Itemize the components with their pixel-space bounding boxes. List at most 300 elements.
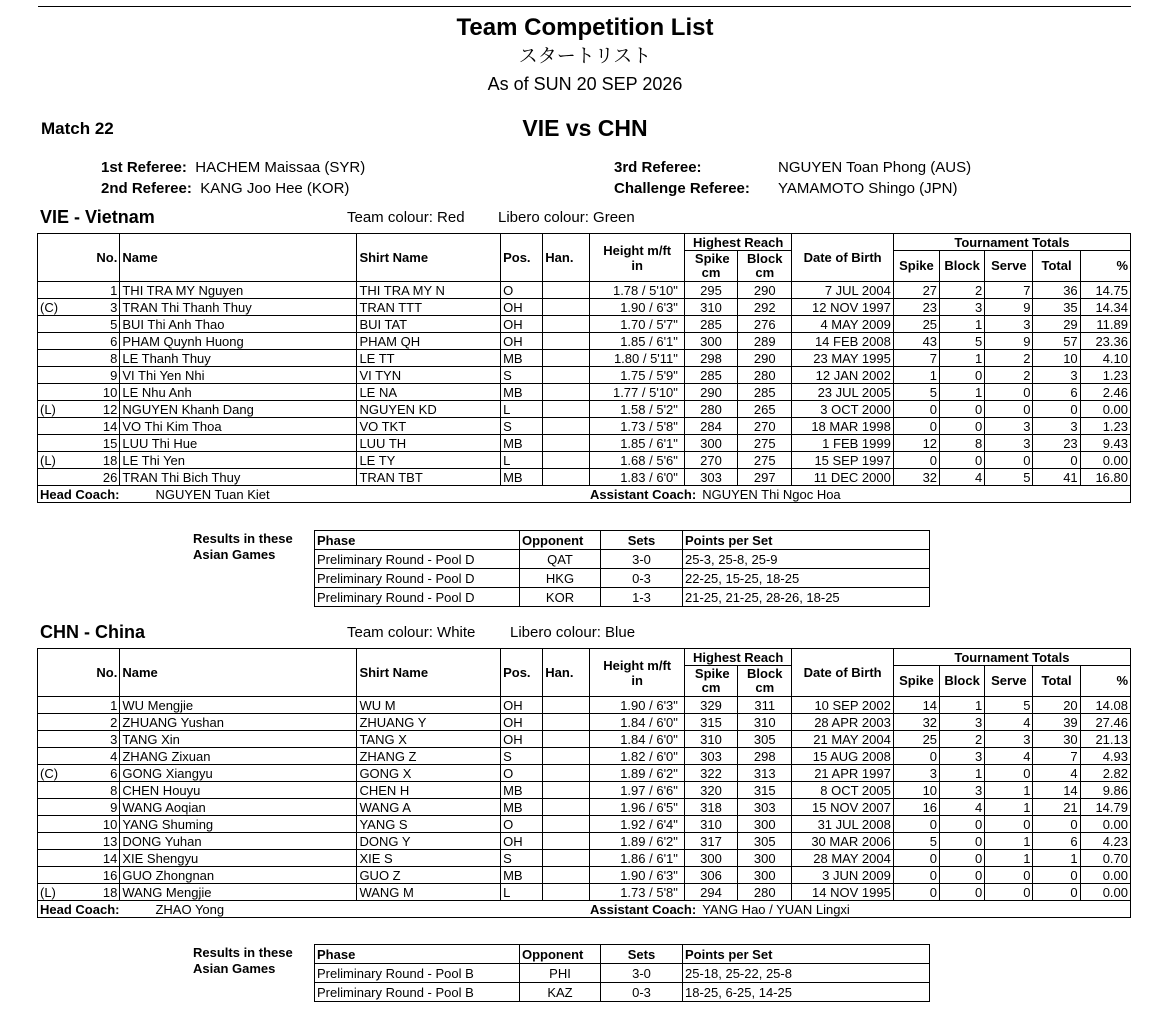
- player-percent: 4.23: [1080, 833, 1130, 850]
- player-total: 4: [1033, 765, 1080, 782]
- matchup-title: VIE vs CHN: [522, 115, 648, 141]
- result-points: 21-25, 21-25, 28-26, 18-25: [683, 588, 930, 607]
- player-handedness: [543, 867, 590, 884]
- player-position: S: [501, 748, 543, 765]
- assistant-coach-label: Assistant Coach:: [589, 901, 697, 917]
- head-coach: [38, 901, 357, 918]
- player-total-serve: 4: [985, 714, 1033, 731]
- player-total-serve: 2: [985, 350, 1033, 367]
- player-total-block: 2: [940, 282, 985, 299]
- header-cap: [38, 649, 82, 697]
- player-handedness: [543, 816, 590, 833]
- result-points: 18-25, 6-25, 14-25: [683, 983, 930, 1002]
- player-total-spike: 0: [893, 401, 939, 418]
- player-total: 29: [1033, 316, 1080, 333]
- header-position: Pos.: [501, 649, 543, 697]
- third-referee: [614, 159, 702, 176]
- player-row: [38, 367, 1131, 384]
- top-rule: [38, 6, 1131, 7]
- header-block-reach: Block cm: [738, 666, 792, 697]
- player-handedness: [543, 452, 590, 469]
- head-coach: [38, 486, 357, 503]
- player-row: [38, 418, 1131, 435]
- player-name: WANG Aoqian: [120, 799, 357, 816]
- player-percent: 1.23: [1080, 367, 1130, 384]
- player-shirt-name: LE TT: [357, 350, 501, 367]
- player-position: L: [501, 452, 543, 469]
- player-number: 9: [82, 367, 120, 384]
- player-shirt-name: TRAN TTT: [357, 299, 501, 316]
- player-total-spike: 0: [893, 452, 939, 469]
- player-total-block: 4: [940, 469, 985, 486]
- player-shirt-name: VI TYN: [357, 367, 501, 384]
- player-date-of-birth: 23 JUL 2005: [792, 384, 893, 401]
- player-shirt-name: XIE S: [357, 850, 501, 867]
- player-row: [38, 714, 1131, 731]
- result-phase: Preliminary Round - Pool D: [315, 569, 520, 588]
- player-spike-reach: 300: [684, 435, 737, 452]
- coach-gap: [357, 486, 590, 503]
- player-block-reach: 311: [738, 697, 792, 714]
- player-total-spike: 5: [893, 384, 939, 401]
- player-row: [38, 799, 1131, 816]
- player-position: S: [501, 850, 543, 867]
- player-date-of-birth: 23 MAY 1995: [792, 350, 893, 367]
- player-total-serve: 1: [985, 782, 1033, 799]
- header-handedness: Han.: [543, 234, 590, 282]
- player-percent: 14.79: [1080, 799, 1130, 816]
- player-position: MB: [501, 782, 543, 799]
- player-shirt-name: LE TY: [357, 452, 501, 469]
- player-position: MB: [501, 469, 543, 486]
- team-heading: CHN - China: [40, 622, 145, 642]
- player-name: YANG Shuming: [120, 816, 357, 833]
- player-percent: 2.82: [1080, 765, 1130, 782]
- result-phase: Preliminary Round - Pool B: [315, 964, 520, 983]
- player-position: OH: [501, 316, 543, 333]
- player-date-of-birth: 21 MAY 2004: [792, 731, 893, 748]
- player-role-tag: [38, 816, 82, 833]
- player-height: 1.90 / 6'3": [590, 867, 684, 884]
- head-coach-label: Head Coach:: [40, 486, 120, 502]
- team-colour: Team colour: White: [347, 624, 476, 641]
- player-name: NGUYEN Khanh Dang: [120, 401, 357, 418]
- result-opponent: KAZ: [520, 983, 601, 1002]
- player-number: 1: [82, 697, 120, 714]
- player-total: 0: [1033, 884, 1080, 901]
- player-role-tag: [38, 384, 82, 401]
- player-total-serve: 3: [985, 731, 1033, 748]
- player-row: [38, 816, 1131, 833]
- player-position: OH: [501, 731, 543, 748]
- header-total-spike: Spike: [893, 666, 939, 697]
- player-total-serve: 0: [985, 765, 1033, 782]
- player-block-reach: 275: [738, 452, 792, 469]
- player-handedness: [543, 350, 590, 367]
- header-height: Height m/ft in: [590, 234, 684, 282]
- first-referee-name: HACHEM Maissaa (SYR): [195, 159, 366, 176]
- player-handedness: [543, 384, 590, 401]
- player-total-serve: 1: [985, 850, 1033, 867]
- player-block-reach: 270: [738, 418, 792, 435]
- player-block-reach: 275: [738, 435, 792, 452]
- results-header-points: Points per Set: [683, 531, 930, 550]
- player-handedness: [543, 401, 590, 418]
- player-spike-reach: 290: [684, 384, 737, 401]
- player-total-block: 0: [940, 833, 985, 850]
- second-referee-label: 2nd Referee:: [101, 180, 192, 197]
- player-total-spike: 25: [893, 731, 939, 748]
- player-role-tag: (C): [38, 299, 82, 316]
- player-date-of-birth: 10 SEP 2002: [792, 697, 893, 714]
- player-total: 35: [1033, 299, 1080, 316]
- player-total: 14: [1033, 782, 1080, 799]
- result-row: [315, 550, 930, 569]
- player-handedness: [543, 435, 590, 452]
- player-position: OH: [501, 333, 543, 350]
- player-block-reach: 300: [738, 867, 792, 884]
- player-total-serve: 3: [985, 435, 1033, 452]
- player-total-block: 8: [940, 435, 985, 452]
- results-label: Results in these Asian Games: [193, 531, 293, 562]
- player-role-tag: [38, 367, 82, 384]
- player-height: 1.73 / 5'8": [590, 418, 684, 435]
- player-row: [38, 333, 1131, 350]
- results-header-opponent: Opponent: [520, 531, 601, 550]
- player-total-spike: 0: [893, 418, 939, 435]
- player-shirt-name: DONG Y: [357, 833, 501, 850]
- player-spike-reach: 310: [684, 299, 737, 316]
- player-total-spike: 16: [893, 799, 939, 816]
- player-total: 36: [1033, 282, 1080, 299]
- header-date-of-birth: Date of Birth: [792, 234, 893, 282]
- player-position: O: [501, 765, 543, 782]
- header-total-spike: Spike: [893, 251, 939, 282]
- player-total-block: 0: [940, 884, 985, 901]
- coach-row: [38, 901, 1131, 918]
- header-block-reach: Block cm: [738, 251, 792, 282]
- player-total-block: 0: [940, 401, 985, 418]
- header-height: Height m/ft in: [590, 649, 684, 697]
- player-height: 1.58 / 5'2": [590, 401, 684, 418]
- player-role-tag: (L): [38, 884, 82, 901]
- player-total: 3: [1033, 418, 1080, 435]
- player-total-block: 5: [940, 333, 985, 350]
- header-position: Pos.: [501, 234, 543, 282]
- player-spike-reach: 284: [684, 418, 737, 435]
- roster-table: [37, 648, 1131, 918]
- player-name: TANG Xin: [120, 731, 357, 748]
- player-row: [38, 850, 1131, 867]
- player-percent: 9.43: [1080, 435, 1130, 452]
- player-block-reach: 305: [738, 833, 792, 850]
- player-total: 30: [1033, 731, 1080, 748]
- player-height: 1.86 / 6'1": [590, 850, 684, 867]
- player-name: THI TRA MY Nguyen: [120, 282, 357, 299]
- header-no: No.: [82, 234, 120, 282]
- player-height: 1.83 / 6'0": [590, 469, 684, 486]
- player-position: O: [501, 282, 543, 299]
- player-total-spike: 0: [893, 867, 939, 884]
- player-number: 9: [82, 799, 120, 816]
- assistant-coach-name: YANG Hao / YUAN Lingxi: [702, 901, 850, 917]
- result-sets: 0-3: [601, 983, 683, 1002]
- player-spike-reach: 303: [684, 748, 737, 765]
- player-block-reach: 280: [738, 367, 792, 384]
- header-total: Total: [1033, 251, 1080, 282]
- player-handedness: [543, 333, 590, 350]
- player-spike-reach: 295: [684, 282, 737, 299]
- player-total: 0: [1033, 452, 1080, 469]
- player-name: VI Thi Yen Nhi: [120, 367, 357, 384]
- player-name: BUI Thi Anh Thao: [120, 316, 357, 333]
- player-role-tag: [38, 469, 82, 486]
- player-shirt-name: LE NA: [357, 384, 501, 401]
- player-date-of-birth: 15 SEP 1997: [792, 452, 893, 469]
- player-shirt-name: VO TKT: [357, 418, 501, 435]
- libero-colour: Libero colour: Green: [498, 209, 635, 226]
- player-handedness: [543, 469, 590, 486]
- player-spike-reach: 310: [684, 816, 737, 833]
- player-row: [38, 384, 1131, 401]
- player-total-serve: 0: [985, 816, 1033, 833]
- player-name: TRAN Thi Thanh Thuy: [120, 299, 357, 316]
- player-role-tag: [38, 282, 82, 299]
- roster-table: [37, 233, 1131, 503]
- player-role-tag: [38, 731, 82, 748]
- results-header-sets: Sets: [601, 531, 683, 550]
- player-role-tag: (L): [38, 452, 82, 469]
- player-total-spike: 14: [893, 697, 939, 714]
- player-spike-reach: 298: [684, 350, 737, 367]
- player-date-of-birth: 4 MAY 2009: [792, 316, 893, 333]
- player-date-of-birth: 14 FEB 2008: [792, 333, 893, 350]
- player-total-serve: 1: [985, 833, 1033, 850]
- player-total-serve: 1: [985, 799, 1033, 816]
- player-height: 1.78 / 5'10": [590, 282, 684, 299]
- player-position: S: [501, 367, 543, 384]
- third-referee-label: 3rd Referee:: [614, 159, 702, 176]
- player-shirt-name: YANG S: [357, 816, 501, 833]
- player-total-spike: 7: [893, 350, 939, 367]
- player-height: 1.70 / 5'7": [590, 316, 684, 333]
- player-block-reach: 265: [738, 401, 792, 418]
- player-date-of-birth: 21 APR 1997: [792, 765, 893, 782]
- player-position: MB: [501, 435, 543, 452]
- player-spike-reach: 306: [684, 867, 737, 884]
- player-block-reach: 292: [738, 299, 792, 316]
- player-number: 10: [82, 816, 120, 833]
- player-date-of-birth: 28 MAY 2004: [792, 850, 893, 867]
- player-row: [38, 765, 1131, 782]
- player-height: 1.68 / 5'6": [590, 452, 684, 469]
- player-row: [38, 350, 1131, 367]
- player-handedness: [543, 748, 590, 765]
- player-height: 1.89 / 6'2": [590, 765, 684, 782]
- player-total-spike: 10: [893, 782, 939, 799]
- result-sets: 3-0: [601, 550, 683, 569]
- player-total-serve: 5: [985, 697, 1033, 714]
- second-referee-name: KANG Joo Hee (KOR): [200, 180, 350, 197]
- player-spike-reach: 318: [684, 799, 737, 816]
- header-shirt-name: Shirt Name: [357, 234, 501, 282]
- player-handedness: [543, 850, 590, 867]
- header-cap: [38, 234, 82, 282]
- header-name: Name: [120, 649, 357, 697]
- player-row: [38, 469, 1131, 486]
- player-number: 10: [82, 384, 120, 401]
- player-number: 15: [82, 435, 120, 452]
- player-height: 1.84 / 6'0": [590, 714, 684, 731]
- player-role-tag: [38, 799, 82, 816]
- player-total-block: 0: [940, 850, 985, 867]
- player-position: L: [501, 401, 543, 418]
- player-total: 3: [1033, 367, 1080, 384]
- player-name: VO Thi Kim Thoa: [120, 418, 357, 435]
- player-date-of-birth: 14 NOV 1995: [792, 884, 893, 901]
- results-table: [314, 530, 930, 607]
- player-date-of-birth: 3 JUN 2009: [792, 867, 893, 884]
- player-total: 7: [1033, 748, 1080, 765]
- player-spike-reach: 310: [684, 731, 737, 748]
- player-height: 1.82 / 6'0": [590, 748, 684, 765]
- player-spike-reach: 322: [684, 765, 737, 782]
- header-shirt-name: Shirt Name: [357, 649, 501, 697]
- player-total: 0: [1033, 816, 1080, 833]
- player-shirt-name: ZHUANG Y: [357, 714, 501, 731]
- player-total-serve: 2: [985, 367, 1033, 384]
- player-handedness: [543, 884, 590, 901]
- player-number: 1: [82, 282, 120, 299]
- head-coach-name: ZHAO Yong: [155, 901, 225, 917]
- results-label: Results in these Asian Games: [193, 945, 293, 976]
- player-row: [38, 299, 1131, 316]
- player-total-spike: 0: [893, 748, 939, 765]
- player-position: OH: [501, 697, 543, 714]
- result-opponent: HKG: [520, 569, 601, 588]
- result-sets: 3-0: [601, 964, 683, 983]
- player-total-serve: 9: [985, 333, 1033, 350]
- player-total: 41: [1033, 469, 1080, 486]
- player-role-tag: [38, 850, 82, 867]
- player-number: 13: [82, 833, 120, 850]
- player-handedness: [543, 299, 590, 316]
- player-total-serve: 7: [985, 282, 1033, 299]
- team-heading: VIE - Vietnam: [40, 207, 155, 227]
- player-date-of-birth: 12 JAN 2002: [792, 367, 893, 384]
- player-name: GONG Xiangyu: [120, 765, 357, 782]
- player-percent: 23.36: [1080, 333, 1130, 350]
- player-number: 14: [82, 418, 120, 435]
- player-total: 39: [1033, 714, 1080, 731]
- player-shirt-name: GONG X: [357, 765, 501, 782]
- player-total-block: 1: [940, 316, 985, 333]
- player-row: [38, 435, 1131, 452]
- player-row: [38, 833, 1131, 850]
- result-opponent: QAT: [520, 550, 601, 569]
- player-shirt-name: TANG X: [357, 731, 501, 748]
- header-spike-reach: Spike cm: [684, 666, 737, 697]
- player-number: 14: [82, 850, 120, 867]
- player-total-spike: 0: [893, 816, 939, 833]
- player-role-tag: [38, 316, 82, 333]
- player-total-serve: 0: [985, 867, 1033, 884]
- player-percent: 0.00: [1080, 884, 1130, 901]
- header-highest-reach: Highest Reach: [684, 649, 791, 666]
- player-position: OH: [501, 714, 543, 731]
- player-date-of-birth: 12 NOV 1997: [792, 299, 893, 316]
- player-percent: 4.93: [1080, 748, 1130, 765]
- player-name: ZHUANG Yushan: [120, 714, 357, 731]
- player-number: 3: [82, 299, 120, 316]
- player-height: 1.80 / 5'11": [590, 350, 684, 367]
- player-total-block: 3: [940, 299, 985, 316]
- player-name: XIE Shengyu: [120, 850, 357, 867]
- player-handedness: [543, 731, 590, 748]
- player-total-spike: 5: [893, 833, 939, 850]
- player-total-block: 2: [940, 731, 985, 748]
- player-date-of-birth: 11 DEC 2000: [792, 469, 893, 486]
- player-total-block: 1: [940, 350, 985, 367]
- player-role-tag: [38, 350, 82, 367]
- player-row: [38, 401, 1131, 418]
- player-handedness: [543, 316, 590, 333]
- player-shirt-name: THI TRA MY N: [357, 282, 501, 299]
- player-shirt-name: NGUYEN KD: [357, 401, 501, 418]
- page-title: Team Competition List: [456, 14, 714, 41]
- result-sets: 0-3: [601, 569, 683, 588]
- result-opponent: PHI: [520, 964, 601, 983]
- page-subtitle: スタートリスト: [518, 45, 652, 67]
- second-referee: [101, 180, 349, 197]
- player-block-reach: 305: [738, 731, 792, 748]
- player-total: 6: [1033, 384, 1080, 401]
- libero-colour: Libero colour: Blue: [510, 624, 636, 641]
- player-total-block: 3: [940, 714, 985, 731]
- player-percent: 11.89: [1080, 316, 1130, 333]
- player-total-serve: 9: [985, 299, 1033, 316]
- player-row: [38, 316, 1131, 333]
- player-row: [38, 884, 1131, 901]
- player-total-block: 4: [940, 799, 985, 816]
- coach-gap: [357, 901, 590, 918]
- player-total-serve: 5: [985, 469, 1033, 486]
- player-shirt-name: BUI TAT: [357, 316, 501, 333]
- player-total-spike: 12: [893, 435, 939, 452]
- results-header-phase: Phase: [315, 945, 520, 964]
- player-height: 1.90 / 6'3": [590, 697, 684, 714]
- player-role-tag: [38, 697, 82, 714]
- player-handedness: [543, 714, 590, 731]
- as-of-date: As of SUN 20 SEP 2026: [487, 74, 683, 94]
- player-date-of-birth: 8 OCT 2005: [792, 782, 893, 799]
- player-height: 1.84 / 6'0": [590, 731, 684, 748]
- header-percent: %: [1080, 666, 1130, 697]
- header-name: Name: [120, 234, 357, 282]
- player-role-tag: [38, 435, 82, 452]
- first-referee: [101, 159, 365, 176]
- player-name: WANG Mengjie: [120, 884, 357, 901]
- header-total-block: Block: [940, 251, 985, 282]
- player-block-reach: 297: [738, 469, 792, 486]
- player-total: 6: [1033, 833, 1080, 850]
- player-block-reach: 290: [738, 350, 792, 367]
- player-number: 3: [82, 731, 120, 748]
- header-percent: %: [1080, 251, 1130, 282]
- player-number: 4: [82, 748, 120, 765]
- player-number: 6: [82, 333, 120, 350]
- player-total-spike: 27: [893, 282, 939, 299]
